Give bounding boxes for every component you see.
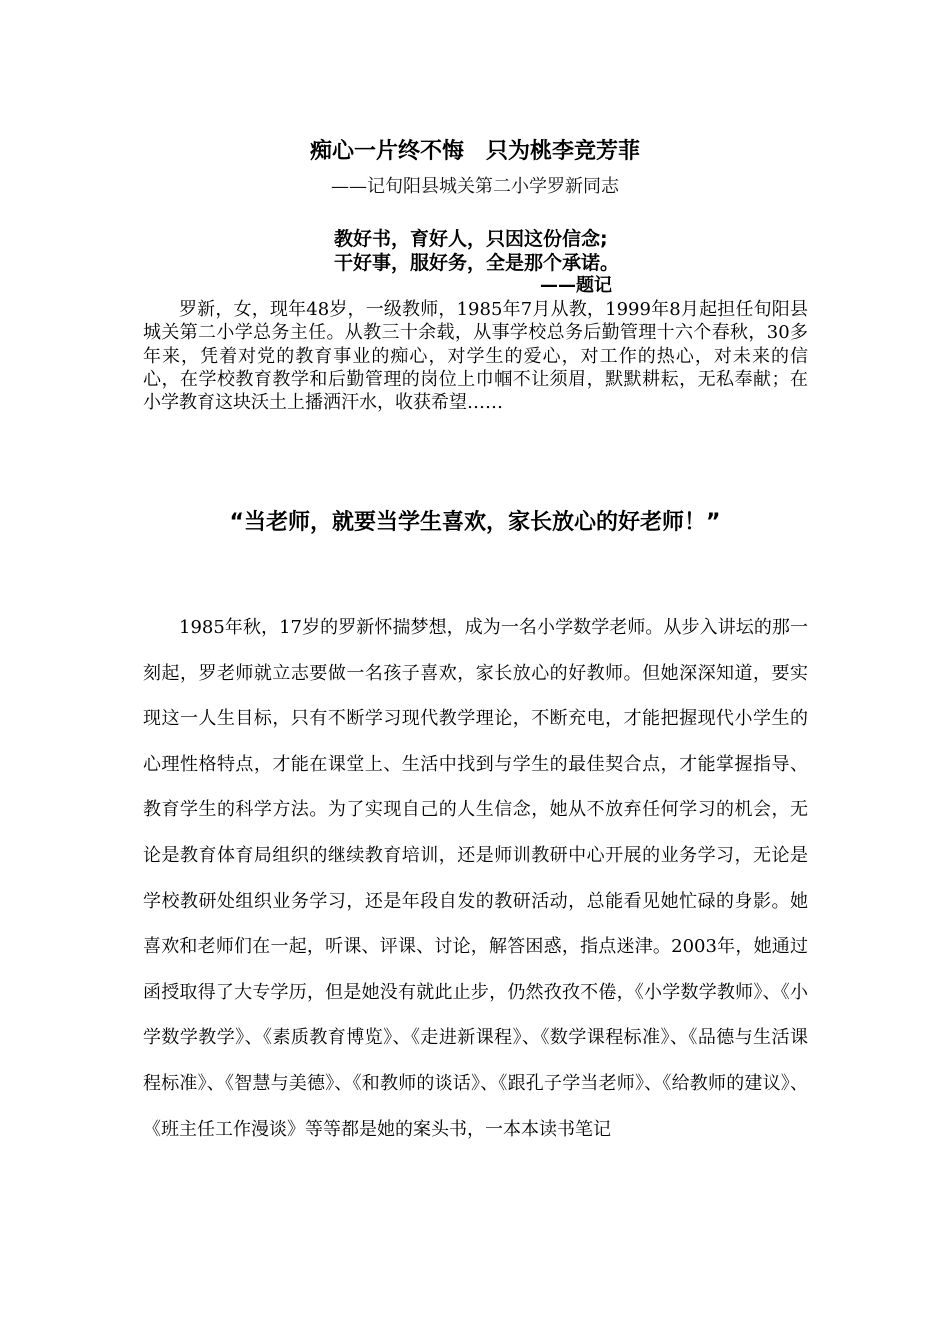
epigraph-line-2: 干好事，服好务，全是那个承诺。 — [334, 252, 620, 274]
article-title: 痴心一片终不悔 只为桃李竞芳菲 — [309, 139, 640, 164]
epigraph-signature: ——题记 — [540, 275, 612, 296]
article-subtitle: ——记旬阳县城关第二小学罗新同志 — [331, 176, 619, 197]
intro-paragraph: 罗新，女，现年48岁，一级教师，1985年7月从教，1999年8月起担任旬阳县城关第二小学总务主任。从教三十余载，从事学校总务后勤管理十六个春秋，30多年来，凭着对党的教育事业的痴心，对学生的爱心，对工作的热心，对未来的信心，在学校教育教学和后勤管理的岗位上巾帼不让须眉，默默耕耘，无私奉献；在小学教育这块沃土上播洒汗水，收获希望…… — [143, 299, 808, 414]
section-heading: “当老师，就要当学生喜欢，家长放心的好老师！” — [229, 510, 721, 535]
epigraph-line-1: 教好书，育好人，只因这份信念; — [334, 228, 608, 250]
body-paragraph: 1985年秋，17岁的罗新怀揣梦想，成为一名小学数学老师。从步入讲坛的那一刻起，罗老师就立志要做一名孩子喜欢，家长放心的好教师。但她深深知道，要实现这一人生目标，只有不断学习现代教学理论，不断充电，才能把握现代小学生的心理性格特点，才能在课堂上、生活中找到与学生的最佳契合点，才能掌握指导、教育学生的科学方法。为了实现自己的人生信念，她从不放弃任何学习的机会，无论是教育体育局组织的继续教育培训，还是师训教研中心开展的业务学习，无论是学校教研处组织业务学习，还是年段自发的教研活动，总能看见她忙碌的身影。她喜欢和老师们在一起，听课、评课、讨论，解答困惑，指点迷津。2003年，她通过函授取得了大专学历，但是她没有就此止步，仍然孜孜不倦，《小学数学教师》、《小学数学教学》、《素质教育博览》、《走进新课程》、《数学课程标准》、《品德与生活课程标准》、《智慧与美德》、《和教师的谈话》、《跟孔子学当老师》、《给教师的建议》、《班主任工作漫谈》等等都是她的案头书，一本本读书笔记 — [143, 617, 808, 1140]
